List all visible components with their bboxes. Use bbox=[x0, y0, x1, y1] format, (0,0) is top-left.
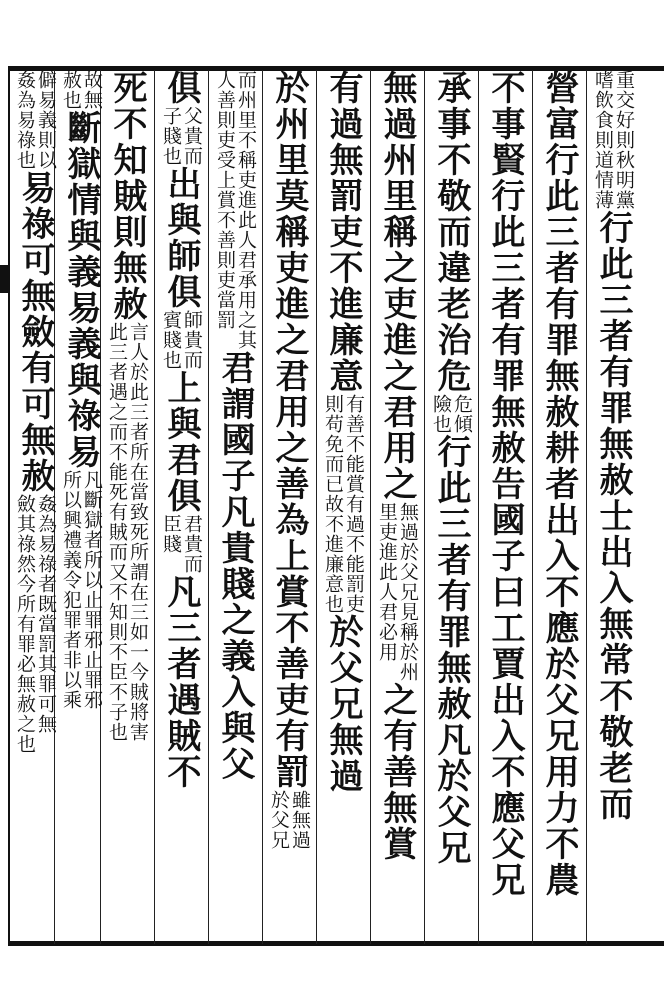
commentary-pair bbox=[15, 70, 55, 170]
commentary-pair bbox=[269, 790, 309, 850]
commentary-line: 此三者遇之而不能死有賊而又不知則不臣不子也 bbox=[106, 322, 128, 742]
text-column-4 bbox=[426, 70, 476, 944]
column-rule bbox=[478, 70, 479, 944]
commentary-line: 於父兄 bbox=[268, 790, 290, 850]
column-rule bbox=[532, 70, 533, 944]
commentary-line: 姦為易祿者既當罰其罪可無 bbox=[35, 494, 57, 734]
commentary-line: 赦也 bbox=[60, 70, 82, 110]
text-column-12 bbox=[10, 70, 60, 944]
commentary-line: 言人於此三者所在當致死所謂在三如一今賊將害 bbox=[127, 322, 149, 742]
commentary-line: 凡斷獄者所以止罪邪止罪邪 bbox=[81, 470, 103, 710]
main-text: 行此三者有罪無赦士出入無常不敬老而 bbox=[593, 210, 633, 822]
commentary-line: 則苟免而已故不進廉意也 bbox=[322, 394, 344, 614]
main-text: 上與君俱 bbox=[161, 370, 201, 514]
commentary-pair bbox=[107, 322, 147, 742]
main-text: 行此三者有罪無赦凡於父兄 bbox=[431, 434, 471, 866]
main-text: 出與師俱 bbox=[161, 166, 201, 310]
column-rule bbox=[208, 70, 209, 944]
commentary-line: 所以興禮義令犯罪者非以乘 bbox=[60, 470, 82, 710]
column-rule bbox=[586, 70, 587, 944]
main-text: 承事不敬而違老治危 bbox=[431, 70, 471, 394]
commentary-pair bbox=[377, 502, 417, 682]
main-text: 斷獄情與義易義與祿易 bbox=[61, 110, 101, 470]
commentary-line: 雖無過 bbox=[289, 790, 311, 850]
commentary-line: 賓賤也 bbox=[160, 310, 182, 370]
commentary-pair bbox=[161, 106, 201, 166]
text-column-10 bbox=[102, 70, 152, 944]
text-column-1 bbox=[588, 70, 638, 944]
commentary-line: 師貴而 bbox=[181, 310, 203, 370]
column-rule bbox=[316, 70, 317, 944]
commentary-line: 危傾 bbox=[451, 394, 473, 434]
commentary-line: 臣賤 bbox=[160, 514, 182, 554]
commentary-pair bbox=[593, 70, 633, 210]
commentary-line: 里吏進此人君必用 bbox=[376, 502, 398, 662]
text-column-2 bbox=[534, 70, 584, 944]
column-rule bbox=[424, 70, 425, 944]
commentary-line: 姦為易祿也 bbox=[14, 70, 36, 170]
text-column-5 bbox=[372, 70, 422, 944]
commentary-pair bbox=[161, 514, 201, 574]
commentary-line: 父貴而 bbox=[181, 106, 203, 166]
text-column-3 bbox=[480, 70, 530, 944]
main-text: 君謂國子凡貴賤之義入與父 bbox=[215, 350, 255, 782]
main-text: 俱 bbox=[161, 70, 201, 106]
text-column-7 bbox=[264, 70, 314, 944]
commentary-line: 而州里不稱吏進此人君承用之其 bbox=[235, 70, 257, 350]
text-column-11 bbox=[56, 70, 106, 944]
commentary-pair bbox=[161, 310, 201, 370]
commentary-pair bbox=[15, 494, 55, 754]
commentary-line: 重交好則秋明黨 bbox=[613, 70, 635, 210]
commentary-pair bbox=[61, 470, 101, 710]
main-text: 營富行此三者有罪無赦耕者出入不應於父兄用力不農 bbox=[539, 70, 579, 898]
commentary-line: 故無 bbox=[81, 70, 103, 110]
commentary-line: 君貴而 bbox=[181, 514, 203, 574]
commentary-line: 嗜飲食則道情薄 bbox=[592, 70, 614, 210]
commentary-line: 人善則吏受上賞不善則吏當罰 bbox=[214, 70, 236, 330]
commentary-pair bbox=[323, 394, 363, 614]
column-rule bbox=[370, 70, 371, 944]
main-text: 易祿可無斂有可無赦 bbox=[15, 170, 55, 494]
commentary-pair bbox=[215, 70, 255, 350]
commentary-pair bbox=[61, 70, 101, 110]
commentary-line: 有善不能賞有過不能罰吏 bbox=[343, 394, 365, 614]
main-text: 凡三者遇賊不 bbox=[161, 574, 201, 790]
main-text: 之有善無賞 bbox=[377, 682, 417, 862]
commentary-line: 子賤也 bbox=[160, 106, 182, 166]
main-text: 於父兄無過 bbox=[323, 614, 363, 794]
column-rule bbox=[154, 70, 155, 944]
text-column-8 bbox=[210, 70, 260, 944]
text-column-9 bbox=[156, 70, 206, 944]
main-text: 死不知賊則無赦 bbox=[107, 70, 147, 322]
commentary-line: 僻易義則以 bbox=[35, 70, 57, 170]
commentary-line: 無過於父兄見稱於州 bbox=[397, 502, 419, 682]
margin-ink-mark bbox=[0, 265, 8, 293]
column-rule bbox=[262, 70, 263, 944]
commentary-pair bbox=[431, 394, 471, 434]
main-text: 無過州里稱之吏進之君用之 bbox=[377, 70, 417, 502]
main-text: 不事賢行此三者有罪無赦告國子曰工賈出入不應父兄 bbox=[485, 70, 525, 898]
main-text: 有過無罰吏不進廉意 bbox=[323, 70, 363, 394]
commentary-line: 斂其祿然今所有罪必無赦之也 bbox=[14, 494, 36, 754]
text-column-6 bbox=[318, 70, 368, 944]
main-text: 於州里莫稱吏進之君用之善為上賞不善吏有罰 bbox=[269, 70, 309, 790]
commentary-line: 險也 bbox=[430, 394, 452, 434]
